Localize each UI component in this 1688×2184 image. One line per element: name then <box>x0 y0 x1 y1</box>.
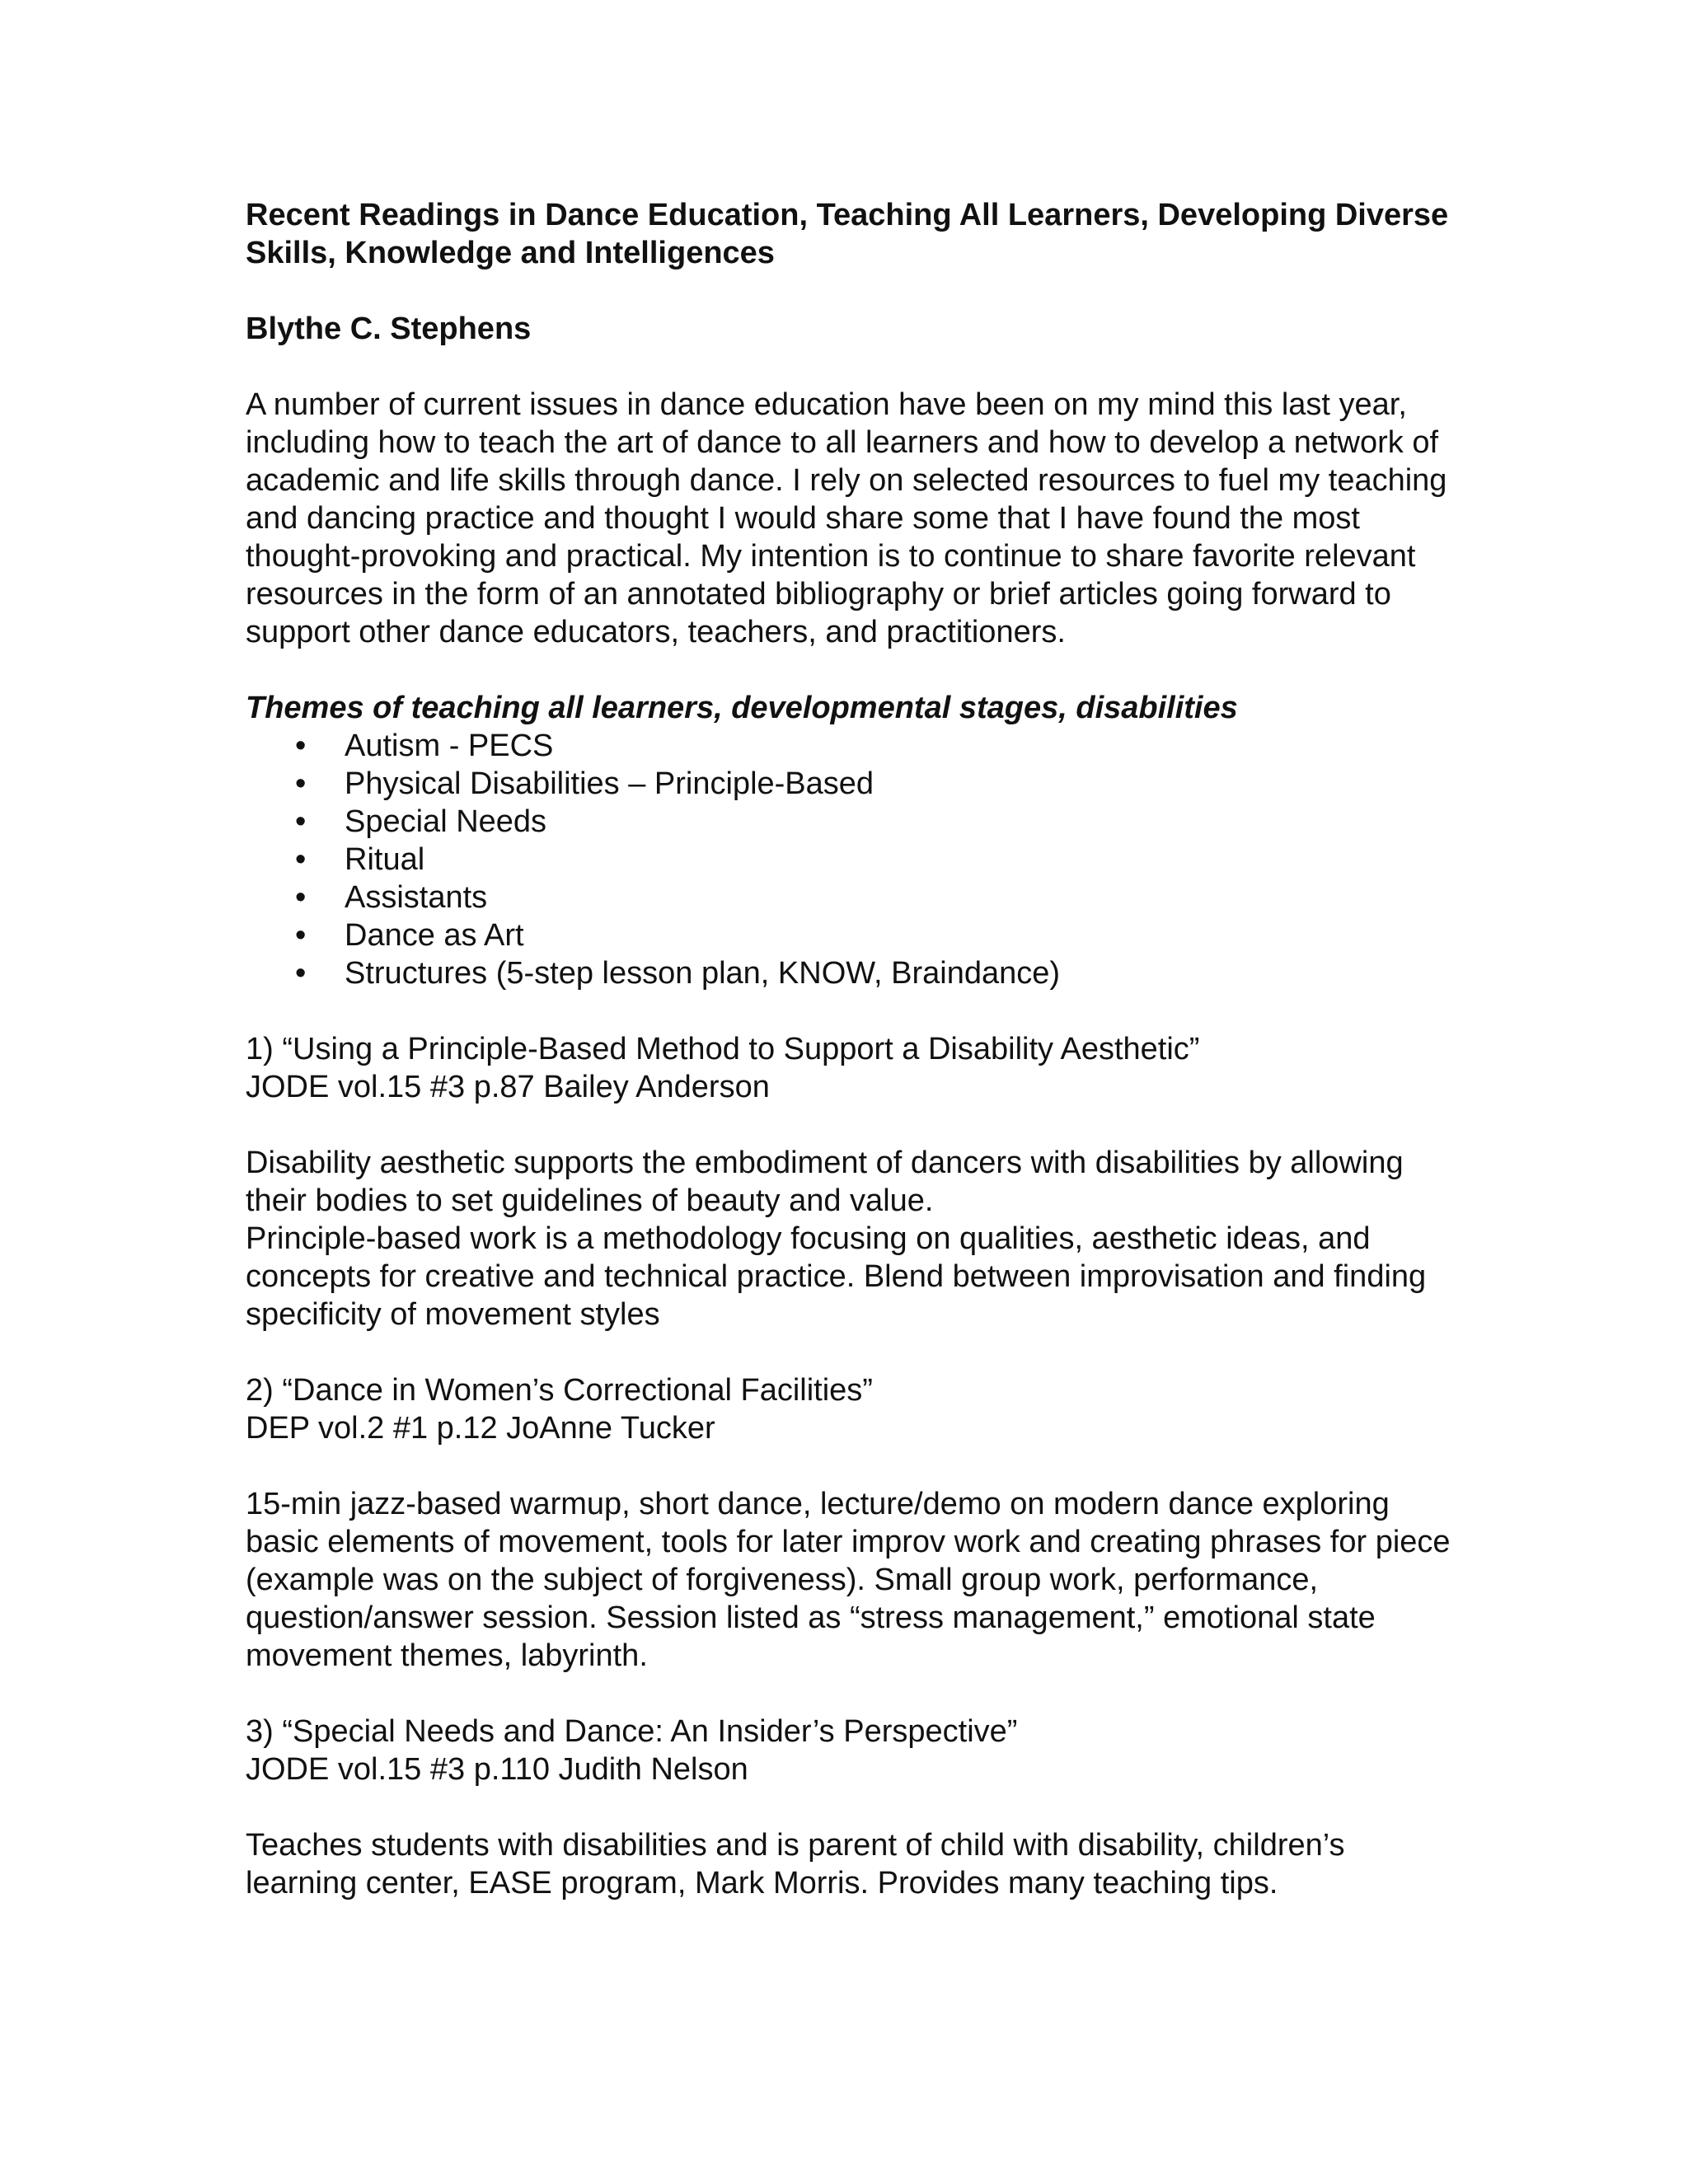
theme-item-label: Special Needs <box>345 804 547 839</box>
entry-citation: JODE vol.15 #3 p.110 Judith Nelson <box>246 1752 748 1787</box>
entry-title: 2) “Dance in Women’s Correctional Facilities” <box>246 1373 873 1408</box>
document-title: Recent Readings in Dance Education, Teaching All Learners, Developing Diverse Skills, Knowledge and Intelligences <box>246 198 1449 270</box>
intro-paragraph: A number of current issues in dance education have been on my mind this last year, including how to teach the art of dance to all learners and how to develop a network of academic and life skills through dance. I rely on selected resources to fuel my teaching and dancing practice and thought I would share some that I have found the most thought-provoking and practical. My intention is to continue to share favorite relevant resources in the form of an annotated bibliography or brief articles going forward to support other dance educators, teachers, and practitioners. <box>246 387 1447 649</box>
bullet-icon: • <box>295 766 307 801</box>
entry-title: 1) “Using a Principle-Based Method to Support a Disability Aesthetic” <box>246 1032 1200 1066</box>
reading-entry-3 <box>246 1713 1457 1902</box>
entry-description: Teaches students with disabilities and is parent of child with disability, children’s learning center, EASE program, Mark Morris. Provides many teaching tips. <box>246 1828 1345 1900</box>
list-item <box>246 727 1457 765</box>
reading-entry-1 <box>246 1030 1457 1333</box>
theme-item-label: Ritual <box>345 842 425 877</box>
entry-description-continued: Principle-based work is a methodology focusing on qualities, aesthetic ideas, and concepts for creative and technical practice. Blend between improvisation and finding specificity of movement styles <box>246 1221 1427 1332</box>
list-item <box>246 803 1457 841</box>
entry-description: 15-min jazz-based warmup, short dance, lecture/demo on modern dance exploring basic elements of movement, tools for later improv work and creating phrases for piece (example was on the subject of forgiveness). Small group work, performance, question/answer session. Session listed as “stress management,” emotional state movement themes, labyrinth. <box>246 1487 1451 1673</box>
theme-item-label: Dance as Art <box>345 918 524 953</box>
author-name: Blythe C. Stephens <box>246 312 532 346</box>
theme-item-label: Assistants <box>345 880 488 915</box>
bullet-icon: • <box>295 918 307 953</box>
bullet-icon: • <box>295 956 307 991</box>
document-body <box>246 196 1457 1902</box>
themes-heading: Themes of teaching all learners, developmental stages, disabilities <box>246 691 1238 725</box>
entry-description: Disability aesthetic supports the embodiment of dancers with disabilities by allowing their bodies to set guidelines of beauty and value. <box>246 1146 1404 1218</box>
list-item <box>246 879 1457 916</box>
entry-citation: JODE vol.15 #3 p.87 Bailey Anderson <box>246 1070 770 1104</box>
list-item <box>246 841 1457 879</box>
bullet-icon: • <box>295 880 307 915</box>
theme-item-label: Physical Disabilities – Principle-Based <box>345 766 874 801</box>
entry-title: 3) “Special Needs and Dance: An Insider’s Perspective” <box>246 1714 1018 1749</box>
list-item <box>246 765 1457 803</box>
list-item <box>246 916 1457 954</box>
bullet-icon: • <box>295 842 307 877</box>
bullet-icon: • <box>295 729 307 763</box>
themes-list <box>246 727 1457 992</box>
list-item <box>246 954 1457 992</box>
theme-item-label: Autism - PECS <box>345 729 554 763</box>
bullet-icon: • <box>295 804 307 839</box>
entry-citation: DEP vol.2 #1 p.12 JoAnne Tucker <box>246 1411 715 1446</box>
theme-item-label: Structures (5-step lesson plan, KNOW, Braindance) <box>345 956 1061 991</box>
reading-entry-2 <box>246 1371 1457 1675</box>
